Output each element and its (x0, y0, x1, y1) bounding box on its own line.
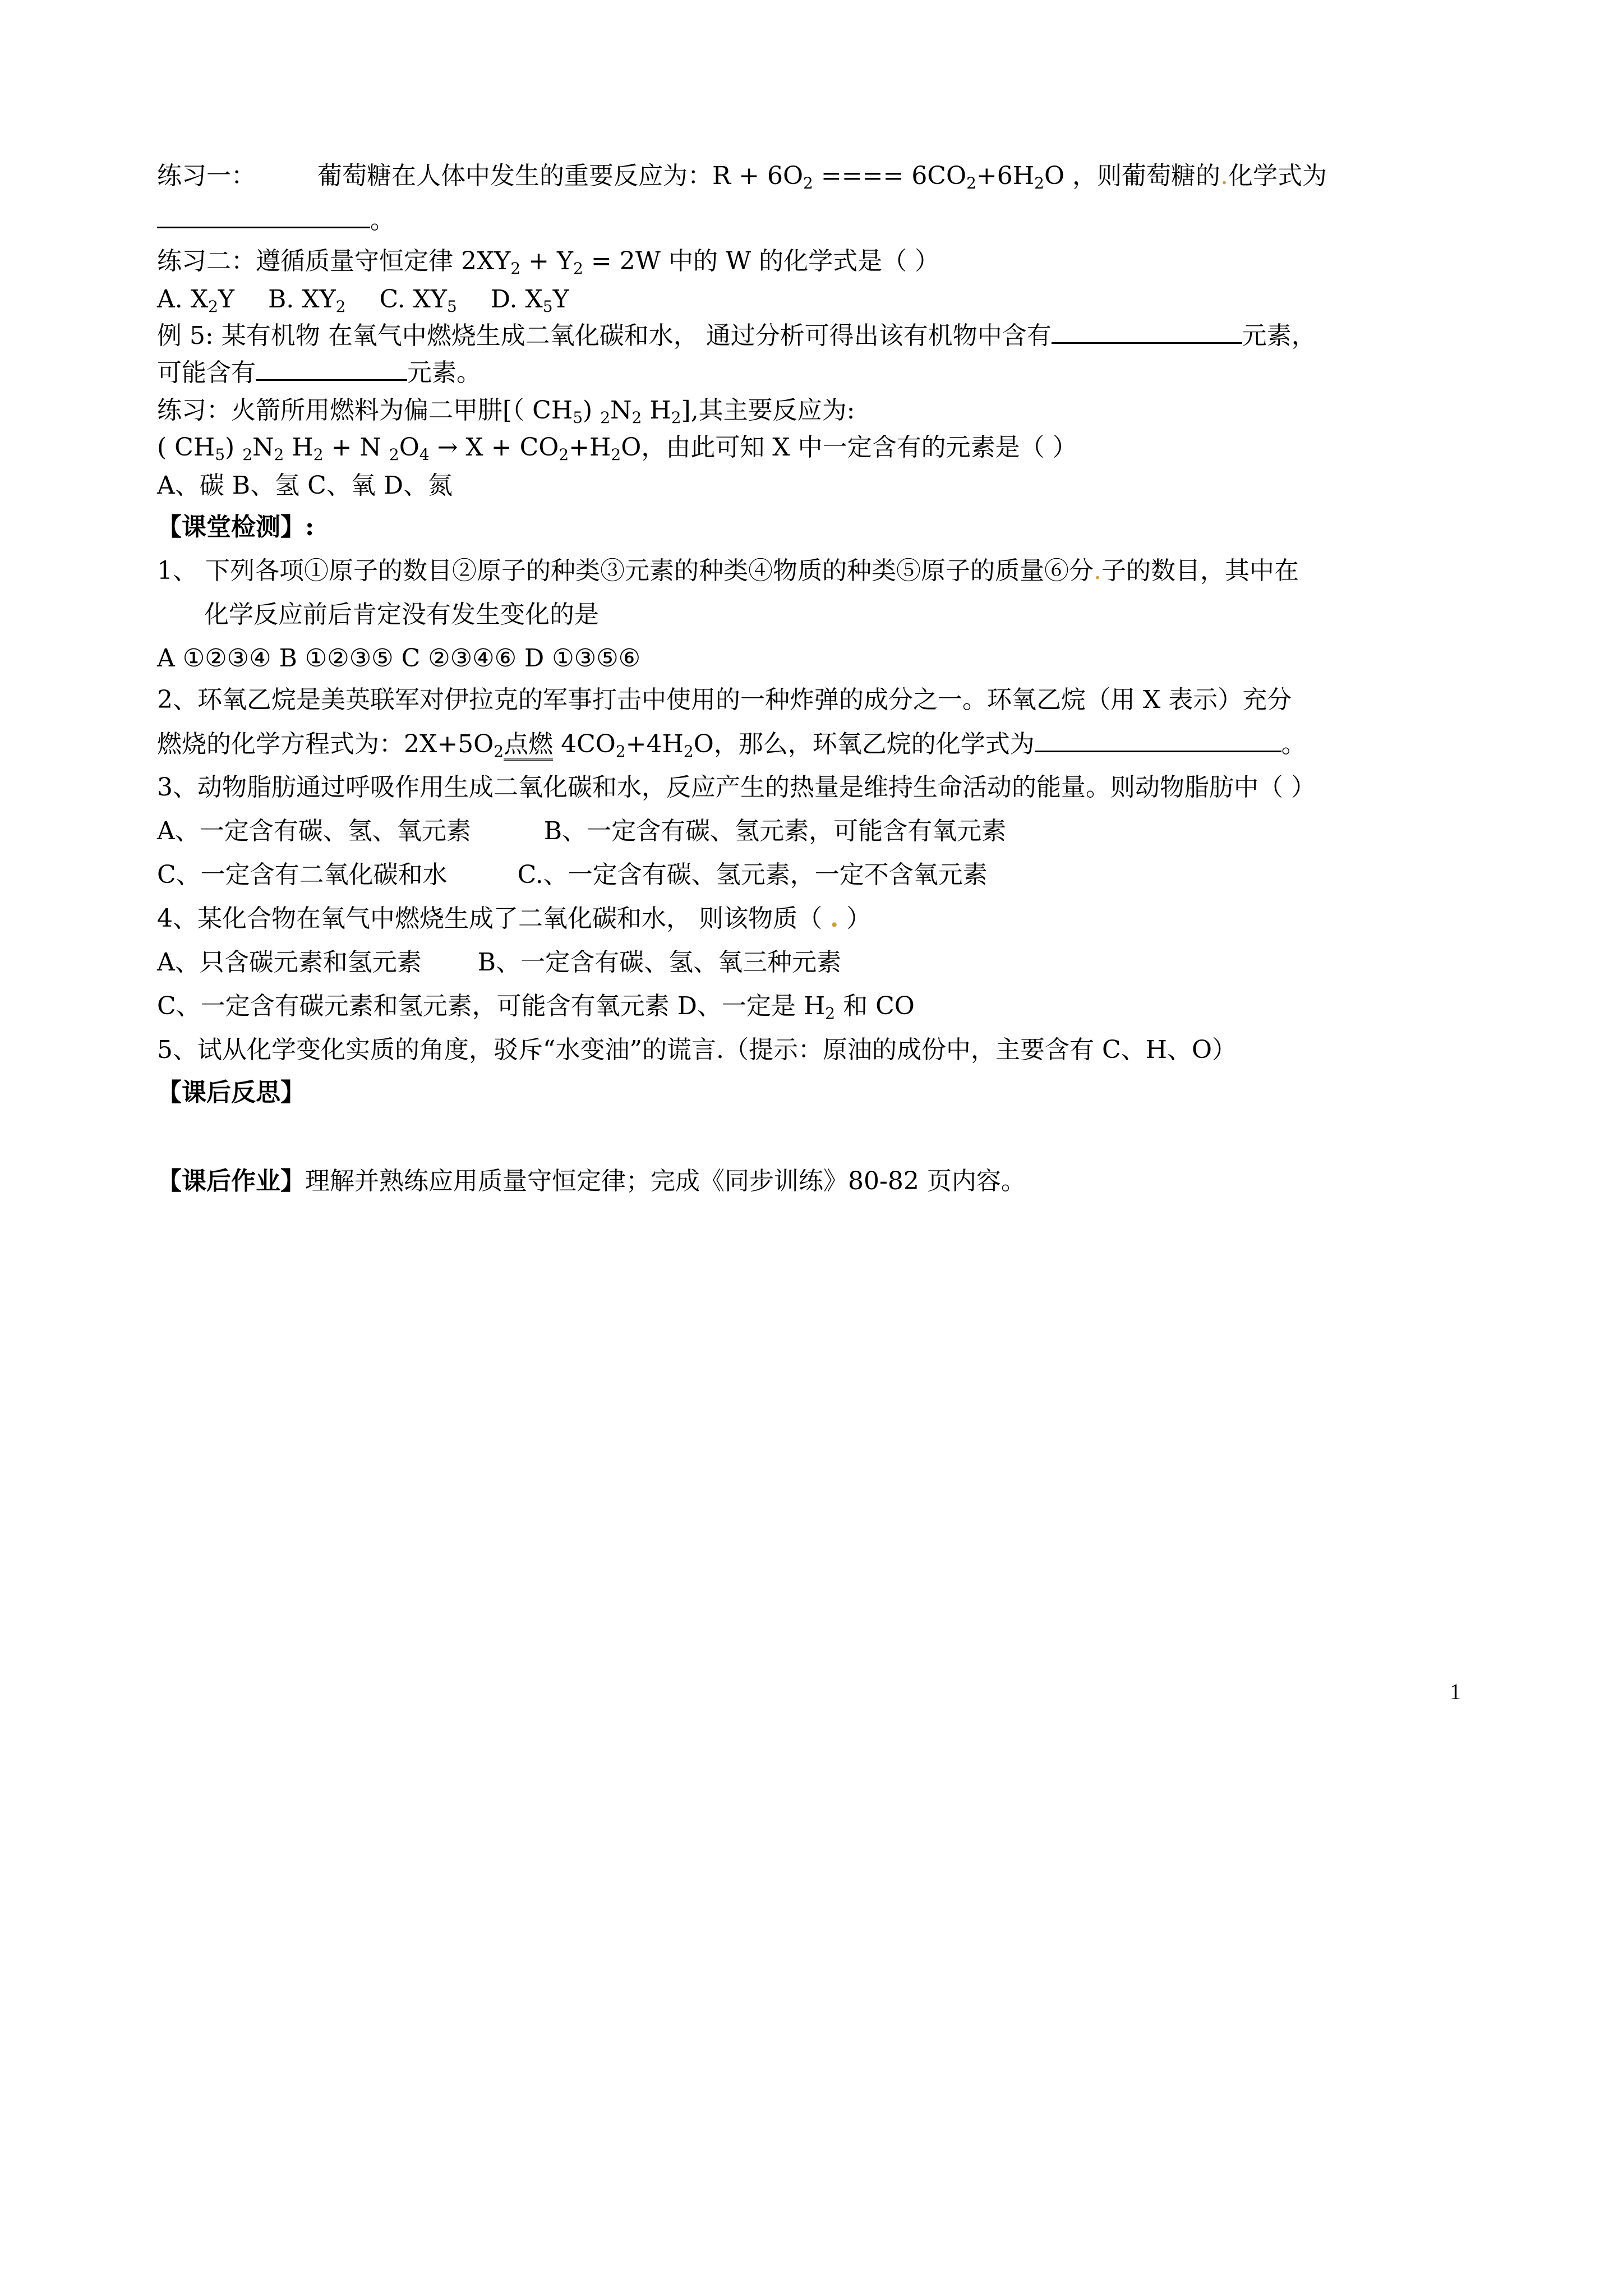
question-2-line-2: 燃烧的化学方程式为：$2X+5O_2$点燃 $4CO_2+4H_2O$，那么，环氧乙烷的化学式为 。 (157, 726, 1306, 762)
option-c: C、一定含有二氧化碳和水 (157, 861, 448, 889)
exercise-2-options (157, 282, 569, 318)
question-4-options-ab (157, 945, 841, 981)
page-number: 1 (1450, 1679, 1461, 1704)
example-5-line-2: 可能含有 元素。 (157, 355, 481, 391)
question-4-options-cd: C、一定含有碳元素和氢元素，可能含有氧元素 D、一定是 $H_2$ 和 CO (157, 992, 915, 1023)
section-title-reflection: 【课后反思】 (157, 1078, 305, 1107)
question-1-options: A ①②③④ B ①②③⑤ C ②③④⑥ D ①③⑤⑥ (157, 644, 641, 673)
section-title-class-check: 【课堂检测】: (157, 513, 315, 541)
answer-blank[interactable] (256, 355, 407, 381)
option-c: C. $XY_5$ (379, 285, 457, 316)
question-3-options-ab (157, 813, 1006, 849)
rocket-exercise-options: A、碳 B、氢 C、氧 D、氮 (157, 471, 453, 500)
option-a: A、只含碳元素和氢元素 (157, 948, 422, 977)
question-3-options-cd (157, 857, 988, 893)
option-a: A、一定含有碳、氢、氧元素 (157, 817, 471, 845)
option-d: D. $X_5Y$ (490, 285, 569, 316)
answer-blank[interactable] (157, 202, 370, 228)
exercise-1-line: 练习一： 葡萄糖在人体中发生的重要反应为：$R + 6O_2$ ==== $6CO_2+6H_2O$ ，则葡萄糖的.化学式为 (157, 162, 1327, 192)
rocket-exercise-line-2: ( $CH_5$) $_2N_2$ $H_2 + N$ $_2O_4 \to X + CO_2+H_2O$，由此可知 X 中一定含有的元素是（ ） (157, 433, 1077, 464)
answer-blank[interactable] (1052, 318, 1242, 344)
exercise-2-question: 练习二：遵循质量守恒定律 $2XY_2 + Y_2 = 2W$ 中的 W 的化学式是（ ） (157, 247, 940, 278)
option-b: B、一定含有碳、氢、氧三种元素 (477, 948, 842, 977)
option-b: B. $XY_2$ (268, 285, 346, 316)
question-2-line-1: 2、环氧乙烷是美英联军对伊拉克的军事打击中使用的一种炸弹的成分之一。环氧乙烷（用 X 表示）充分 (157, 685, 1292, 714)
homework-line: 【课后作业】理解并熟练应用质量守恒定律；完成《同步训练》80-82 页内容。 (157, 1167, 1026, 1195)
exercise-1-label: 练习一： (157, 162, 256, 190)
option-b: B、一定含有碳、氢元素，可能含有氧元素 (543, 817, 1007, 845)
question-3-line-1: 3、动物脂肪通过呼吸作用生成二氧化碳和水，反应产生的热量是维持生命活动的能量。则动物脂肪中（ ） (157, 773, 1316, 802)
exercise-1-answer-line: 。 (157, 202, 395, 238)
question-1-line-2: 化学反应前后肯定没有发生变化的是 (204, 600, 599, 629)
answer-blank[interactable] (1035, 726, 1281, 752)
example-5-line-1: 例 5: 某有机物 在氧气中燃烧生成二氧化碳和水， 通过分析可得出该有机物中含有 元素， (157, 318, 1316, 354)
question-5-line: 5、试从化学变化实质的角度，驳斥“水变油”的谎言.（提示：原油的成份中，主要含有 C、H、O） (157, 1036, 1237, 1064)
option-a: A. $X_2Y$ (157, 285, 234, 316)
question-1-line-1: 1、 下列各项①原子的数目②原子的种类③元素的种类④物质的种类⑤原子的质量⑥分.子的数目，其中在 (157, 556, 1299, 585)
question-4-line-1: 4、某化合物在氧气中燃烧生成了二氧化碳和水， 则该物质（ . ） (157, 904, 872, 933)
rocket-exercise-line-1: 练习：火箭所用燃料为偏二甲肼[（ $CH_5$) $_2N_2$ $H_2$],其主要反应为: (157, 396, 855, 427)
option-d: C.、一定含有碳、氢元素，一定不含氧元素 (517, 861, 988, 889)
reaction-condition: 点燃 (504, 730, 553, 761)
